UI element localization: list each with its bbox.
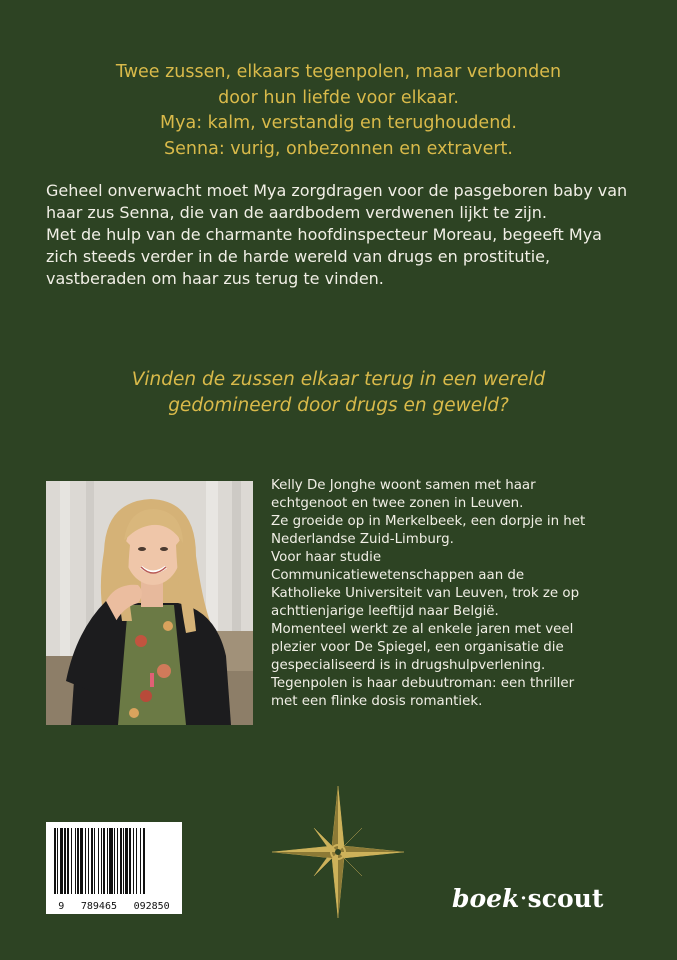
author-photo [46,481,253,725]
synopsis-paragraph: Geheel onverwacht moet Mya zorgdragen voor de pasgeboren baby van haar zus Senna, die van de aardbodem verdwenen lijkt te zijn. [46,181,628,222]
question-heading [0,367,677,419]
bio-line: Kelly De Jonghe woont samen met haar [271,478,536,493]
bio-line: Nederlandse Zuid-Limburg. [271,532,454,547]
barcode-digits-left: 789465 [80,901,117,912]
bio-line: Communicatiewetenschappen aan de [271,568,525,583]
compass-rose-icon [272,786,404,918]
bio-line: Voor haar studie [271,550,382,565]
tagline-line: Senna: vurig, onbezonnen en extravert. [164,138,513,159]
barcode-digits [46,901,182,912]
bio-line: achttienjarige leeftijd naar België. [271,604,499,619]
bio-line: echtgenoot en twee zonen in Leuven. [271,496,524,511]
barcode-digits-right: 092850 [133,901,170,912]
isbn-barcode [46,822,182,914]
tagline [0,60,677,162]
logo-separator: · [520,888,527,909]
barcode-digit-first: 9 [58,901,65,912]
bio-line: Momenteel werkt ze al enkele jaren met veel [271,622,574,637]
tagline-line: Mya: kalm, verstandig en terughoudend. [160,113,517,133]
publisher-logo [452,884,602,913]
bio-line: plezier voor De Spiegel, een organisatie die [271,640,564,655]
question-line: Vinden de zussen elkaar terug in een wereld [131,369,546,390]
synopsis [46,180,636,290]
bio-line: Katholieke Universiteit van Leuven, trok ze op [271,586,580,601]
logo-part-boek: boek [452,884,520,913]
author-bio [271,477,651,711]
tagline-line: Twee zussen, elkaars tegenpolen, maar verbonden [115,62,562,82]
tagline-line: door hun liefde voor elkaar. [218,87,459,108]
question-line: gedomineerd door drugs en geweld? [168,395,509,416]
bio-line: gespecialiseerd is in drugshulpverlening. [271,658,546,673]
bio-line: met een flinke dosis romantiek. [271,694,483,709]
bio-line: Tegenpolen is haar debuutroman: een thriller [271,676,575,691]
logo-part-scout: scout [527,884,604,913]
author-photo-illustration [46,481,253,725]
barcode-bars [54,828,176,894]
synopsis-paragraph: Met de hulp van de charmante hoofdinspecteur Moreau, begeeft Mya zich steeds verder in de harde wereld van drugs en prostitutie, vastberaden om haar zus terug te vinden. [46,225,602,288]
barcode-bar [145,828,146,894]
bio-line: Ze groeide op in Merkelbeek, een dorpje in het [271,514,586,529]
